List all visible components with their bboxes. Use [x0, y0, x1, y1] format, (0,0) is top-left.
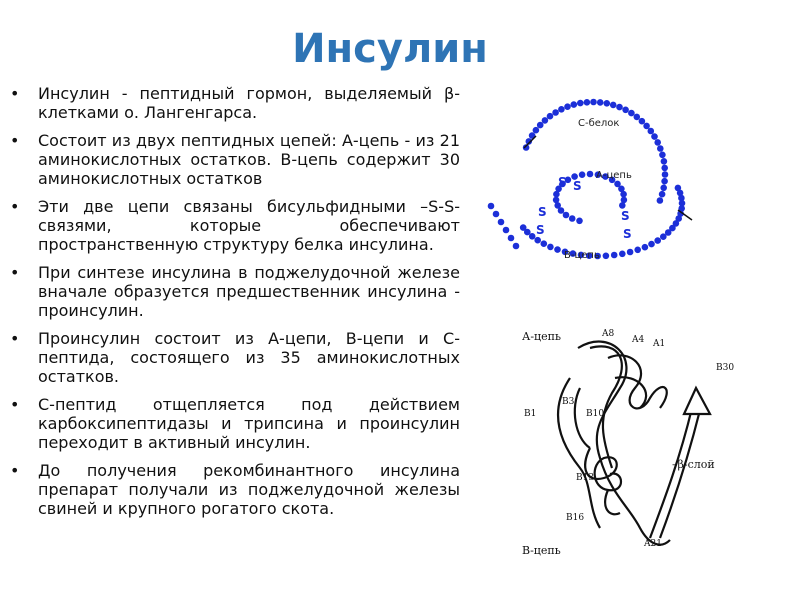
- amino-acid-bead: [620, 191, 627, 198]
- amino-acid-bead: [661, 158, 668, 165]
- residue-label: A4: [632, 335, 645, 345]
- amino-acid-bead: [533, 127, 540, 134]
- bullet-item: [8, 131, 460, 188]
- a-chain-label: А-цепь: [596, 170, 632, 181]
- residue-label: B1: [524, 409, 537, 419]
- amino-acid-bead: [576, 218, 583, 225]
- bullet-list: [8, 84, 460, 527]
- amino-acid-bead: [622, 107, 629, 114]
- bullet-dot: •: [10, 395, 20, 414]
- amino-acid-bead: [534, 237, 541, 244]
- amino-acid-bead: [657, 145, 664, 152]
- amino-acid-bead: [634, 114, 641, 121]
- bullet-text: Проинсулин состоит из А-цепи, В-цепи и С-пептида, состоящего из 35 аминокислотных остатков.: [38, 329, 460, 386]
- bullet-text: При синтезе инсулина в поджелудочной железе вначале образуется предшественник инсулина - проинсулин.: [38, 263, 460, 320]
- beta-sheet-label: –β-слой: [672, 458, 715, 471]
- amino-acid-bead: [628, 110, 635, 117]
- amino-acid-bead: [520, 224, 527, 231]
- amino-acid-bead: [659, 191, 666, 198]
- bullet-dot: •: [10, 131, 20, 150]
- b-chain-label: В-цепь: [522, 544, 561, 557]
- bullet-item: [8, 329, 460, 386]
- amino-acid-bead: [662, 171, 669, 178]
- amino-acid-bead: [604, 100, 611, 107]
- amino-acid-bead: [554, 246, 561, 253]
- amino-acid-bead: [569, 215, 576, 222]
- bullet-dot: •: [10, 461, 20, 480]
- amino-acid-bead: [654, 237, 661, 244]
- bullet-text: Инсулин - пептидный гормон, выделяемый β-клетками о. Лангенгарса.: [38, 84, 460, 122]
- bullet-item: [8, 461, 460, 518]
- amino-acid-bead: [634, 247, 641, 254]
- amino-acid-bead: [590, 99, 597, 106]
- insulin-ribbon-figure: [520, 318, 750, 580]
- bullet-text: Эти две цепи связаны бисульфидными –S-S- связями, которые обеспечивают пространственную структуру белка инсулина.: [38, 197, 460, 254]
- bullet-text: Состоит из двух пептидных цепей: А-цепь - из 21 аминокислотных остатков. В-цепь содержит 30 аминокислотных остатков: [38, 131, 460, 188]
- amino-acid-bead: [542, 117, 549, 124]
- b-chain-label: В-цепь: [564, 250, 600, 261]
- amino-acid-bead: [642, 244, 649, 251]
- amino-acid-bead: [553, 197, 560, 204]
- residue-label: B10: [586, 409, 605, 419]
- residue-label: B30: [716, 363, 735, 373]
- bullet-dot: •: [10, 263, 20, 282]
- residue-label: A1: [653, 339, 666, 349]
- proinsulin-chain-figure: [478, 86, 700, 298]
- bullet-text: С-пептид отщепляется под действием карбоксипептидазы и трипсина и проинсулин переходит в активный инсулин.: [38, 395, 460, 452]
- amino-acid-bead: [577, 100, 584, 107]
- amino-acid-bead: [603, 253, 610, 260]
- amino-acid-bead: [571, 101, 578, 108]
- amino-acid-bead: [610, 102, 617, 109]
- disulfide-s: S: [621, 209, 630, 223]
- amino-acid-bead: [564, 103, 571, 110]
- amino-acid-bead: [643, 123, 650, 130]
- amino-acid-bead: [639, 118, 646, 125]
- amino-acid-bead: [503, 227, 510, 234]
- bullet-item: [8, 84, 460, 122]
- amino-acid-bead: [552, 109, 559, 116]
- amino-acid-bead: [651, 133, 658, 140]
- residue-label: B16: [566, 513, 585, 523]
- amino-acid-bead: [619, 202, 626, 209]
- disulfide-s: S: [536, 223, 545, 237]
- amino-acid-bead: [579, 171, 586, 178]
- amino-acid-bead: [659, 152, 666, 159]
- amino-acid-bead: [587, 171, 594, 178]
- amino-acid-bead: [648, 128, 655, 135]
- amino-acid-bead: [558, 106, 565, 113]
- amino-acid-bead: [657, 197, 664, 204]
- disulfide-s: S: [573, 179, 582, 193]
- bullet-text: До получения рекомбинантного инсулина препарат получали из поджелудочной железы свиней и крупного рогатого скота.: [38, 461, 460, 518]
- bullet-dot: •: [10, 197, 20, 216]
- amino-acid-bead: [654, 139, 661, 146]
- amino-acid-bead: [584, 99, 591, 106]
- residue-label: B3: [562, 397, 575, 407]
- residue-label: A21: [644, 539, 662, 549]
- amino-acid-bead: [563, 212, 570, 219]
- disulfide-s: S: [538, 205, 547, 219]
- amino-acid-bead: [488, 203, 495, 210]
- bullet-item: [8, 197, 460, 254]
- bullet-item: [8, 395, 460, 452]
- amino-acid-bead: [493, 211, 500, 218]
- amino-acid-bead: [661, 178, 668, 185]
- amino-acid-bead: [660, 185, 667, 192]
- bullet-dot: •: [10, 329, 20, 348]
- amino-acid-bead: [661, 165, 668, 172]
- page-title: Инсулин: [292, 26, 488, 72]
- amino-acid-bead: [611, 252, 618, 259]
- amino-acid-bead: [627, 249, 634, 256]
- amino-acid-bead: [508, 235, 515, 242]
- amino-acid-bead: [547, 113, 554, 120]
- amino-acid-bead: [660, 233, 667, 240]
- c-peptide-label: С-белок: [578, 118, 620, 129]
- amino-acid-bead: [619, 251, 626, 258]
- a-chain-label: А-цепь: [522, 330, 561, 343]
- amino-acid-bead: [513, 243, 520, 250]
- amino-acid-bead: [541, 240, 548, 247]
- amino-acid-bead: [648, 241, 655, 248]
- disulfide-s: S: [623, 227, 632, 241]
- amino-acid-bead: [498, 219, 505, 226]
- bullet-item: [8, 263, 460, 320]
- bullet-dot: •: [10, 84, 20, 103]
- residue-label: B13: [576, 473, 595, 483]
- amino-acid-bead: [597, 99, 604, 106]
- disulfide-s: S: [558, 175, 567, 189]
- amino-acid-bead: [616, 104, 623, 111]
- amino-acid-bead: [537, 122, 544, 129]
- amino-acid-bead: [547, 244, 554, 251]
- residue-label: A8: [602, 329, 615, 339]
